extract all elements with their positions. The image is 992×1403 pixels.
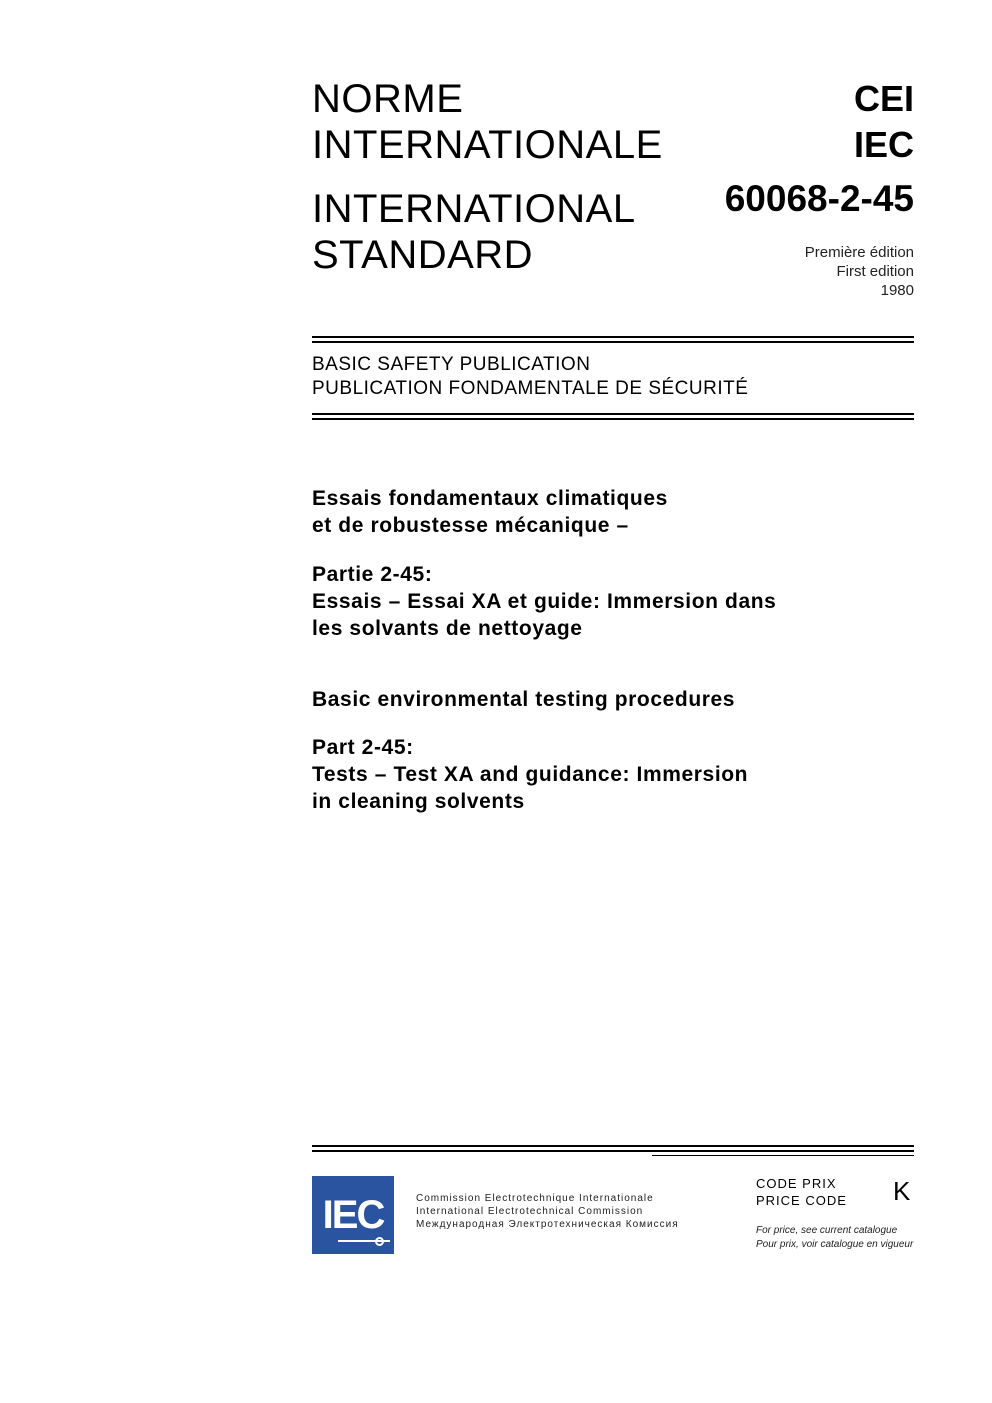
title-en-part-1: Part 2-45: [312, 736, 414, 759]
rule-bottom-1 [312, 1145, 914, 1147]
commission-en: International Electrotechnical Commission [416, 1206, 644, 1217]
rule-top-1 [312, 336, 914, 338]
rule-bottom-short [652, 1155, 914, 1156]
standard-line-1: INTERNATIONAL [312, 187, 636, 231]
title-en-part-2: Tests – Test XA and guidance: Immersion [312, 763, 749, 786]
standard-line-2: STANDARD [312, 233, 534, 277]
publication-line-2: PUBLICATION FONDAMENTALE DE SÉCURITÉ [312, 378, 749, 399]
price-note-fr: Pour prix, voir catalogue en vigueur [756, 1239, 914, 1250]
title-fr-main [312, 485, 668, 539]
price-note-block [756, 1224, 913, 1252]
commission-ru: Международная Электротехническая Комиссия [416, 1219, 679, 1230]
publication-block [312, 353, 748, 401]
iec-label: IEC [853, 124, 914, 165]
norme-heading [312, 76, 663, 168]
iec-logo-text: IEC [322, 1192, 384, 1237]
price-code-block [756, 1175, 847, 1209]
title-en-part [312, 734, 748, 815]
standard-heading [312, 186, 636, 278]
edition-fr: Première édition [804, 244, 914, 261]
title-fr-main-1: Essais fondamentaux climatiques [312, 487, 668, 510]
logo-dot-icon [375, 1237, 384, 1246]
rule-top-2 [312, 341, 914, 343]
price-note-en: For price, see current catalogue [756, 1225, 898, 1236]
title-fr-part-3: les solvants de nettoyage [312, 617, 583, 640]
price-code-label: PRICE CODE [756, 1193, 847, 1208]
edition-year: 1980 [880, 282, 914, 299]
commission-block [416, 1192, 679, 1231]
edition-en: First edition [836, 263, 914, 280]
title-fr-part-2: Essais – Essai XA et guide: Immersion dans [312, 590, 777, 613]
rule-mid-1 [312, 413, 914, 415]
standard-number: 60068-2-45 [724, 178, 914, 219]
price-code-letter: K [893, 1176, 911, 1206]
norme-line-2: INTERNATIONALE [312, 123, 663, 167]
cei-label: CEI [853, 78, 914, 119]
title-fr-main-2: et de robustesse mécanique – [312, 514, 629, 537]
title-en-part-3: in cleaning solvents [312, 790, 525, 813]
commission-fr: Commission Electrotechnique Internationale [416, 1193, 654, 1204]
title-fr-part [312, 561, 776, 642]
iec-logo [312, 1176, 394, 1254]
norme-line-1: NORME [312, 77, 464, 121]
title-fr-part-1: Partie 2-45: [312, 563, 433, 586]
publication-line-1: BASIC SAFETY PUBLICATION [312, 354, 591, 375]
title-en-main: Basic environmental testing procedures [312, 688, 736, 711]
code-prix-label: CODE PRIX [756, 1176, 837, 1191]
code-block [614, 76, 914, 168]
edition-block [714, 243, 914, 300]
rule-bottom-2 [312, 1150, 914, 1152]
rule-mid-2 [312, 418, 914, 420]
